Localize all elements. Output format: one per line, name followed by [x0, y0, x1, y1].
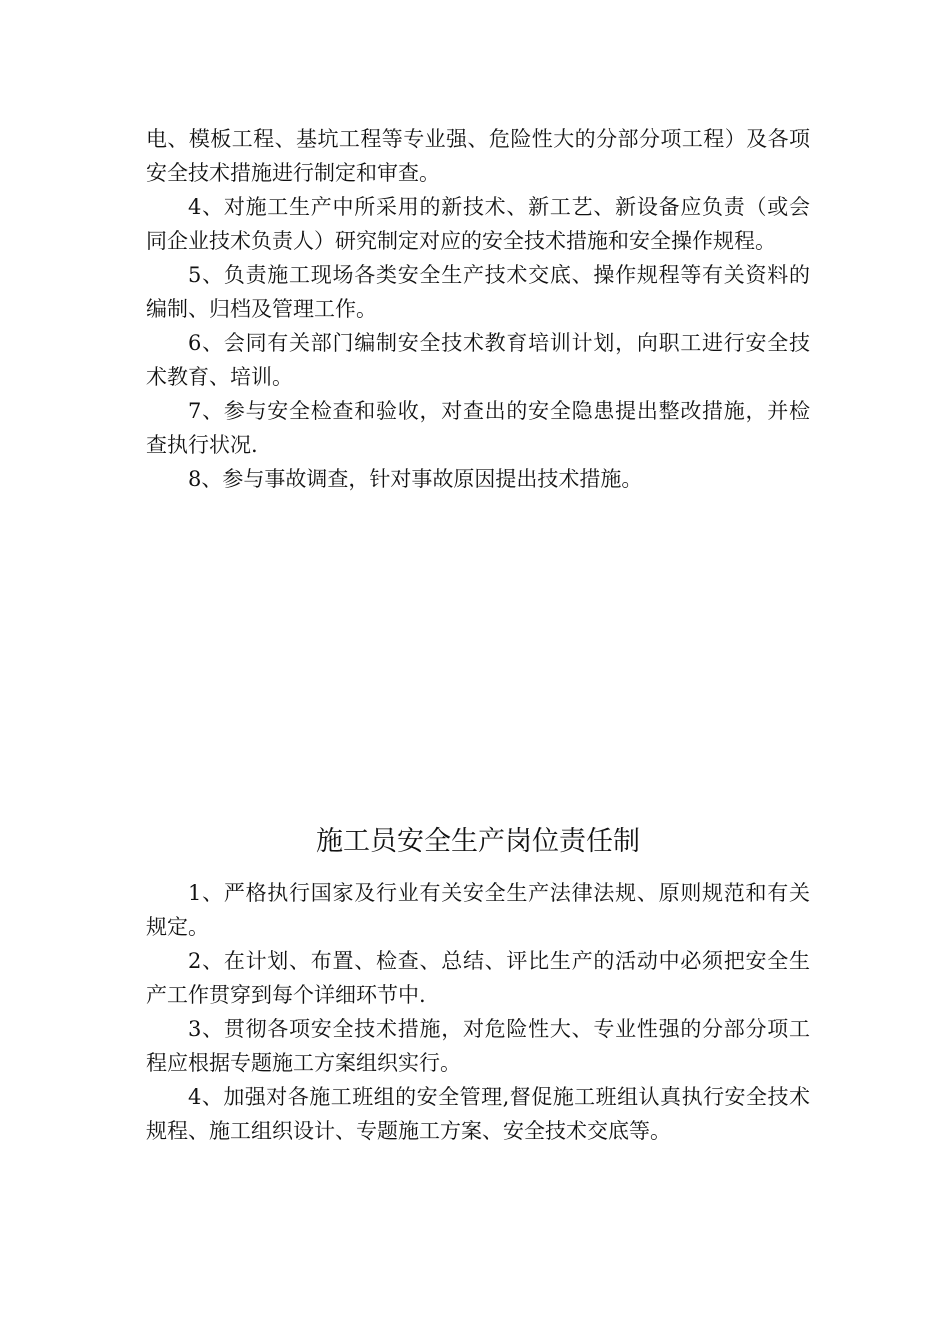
- continuation-paragraph: 电、模板工程、基坑工程等专业强、危险性大的分部分项工程）及各项安全技术措施进行制定和审查。: [146, 127, 810, 185]
- section-title: 施工员安全生产岗位责任制: [316, 826, 640, 857]
- duty-item-4: 4、对施工生产中所采用的新技术、新工艺、新设备应负责（或会同企业技术负责人）研究制定对应的安全技术措施和安全操作规程。: [146, 195, 810, 253]
- responsibility-item-4: 4、加强对各施工班组的安全管理,督促施工班组认真执行安全技术规程、施工组织设计、专题施工方案、安全技术交底等。: [146, 1085, 810, 1143]
- duty-item-5: 5、负责施工现场各类安全生产技术交底、操作规程等有关资料的编制、归档及管理工作。: [146, 263, 810, 321]
- duty-item-6: 6、会同有关部门编制安全技术教育培训计划，向职工进行安全技术教育、培训。: [146, 331, 810, 389]
- responsibility-item-1: 1、严格执行国家及行业有关安全生产法律法规、原则规范和有关规定。: [146, 881, 810, 939]
- responsibility-item-2: 2、在计划、布置、检查、总结、评比生产的活动中必须把安全生产工作贯穿到每个详细环节中.: [146, 949, 810, 1007]
- duty-item-7: 7、参与安全检查和验收，对查出的安全隐患提出整改措施，并检查执行状况.: [146, 399, 810, 457]
- top-section: [146, 122, 810, 496]
- responsibility-item-3: 3、贯彻各项安全技术措施，对危险性大、专业性强的分部分项工程应根据专题施工方案组织实行。: [146, 1017, 810, 1075]
- duty-item-8: 8、参与事故调查，针对事故原因提出技术措施。: [188, 467, 643, 491]
- bottom-section: [146, 876, 810, 1148]
